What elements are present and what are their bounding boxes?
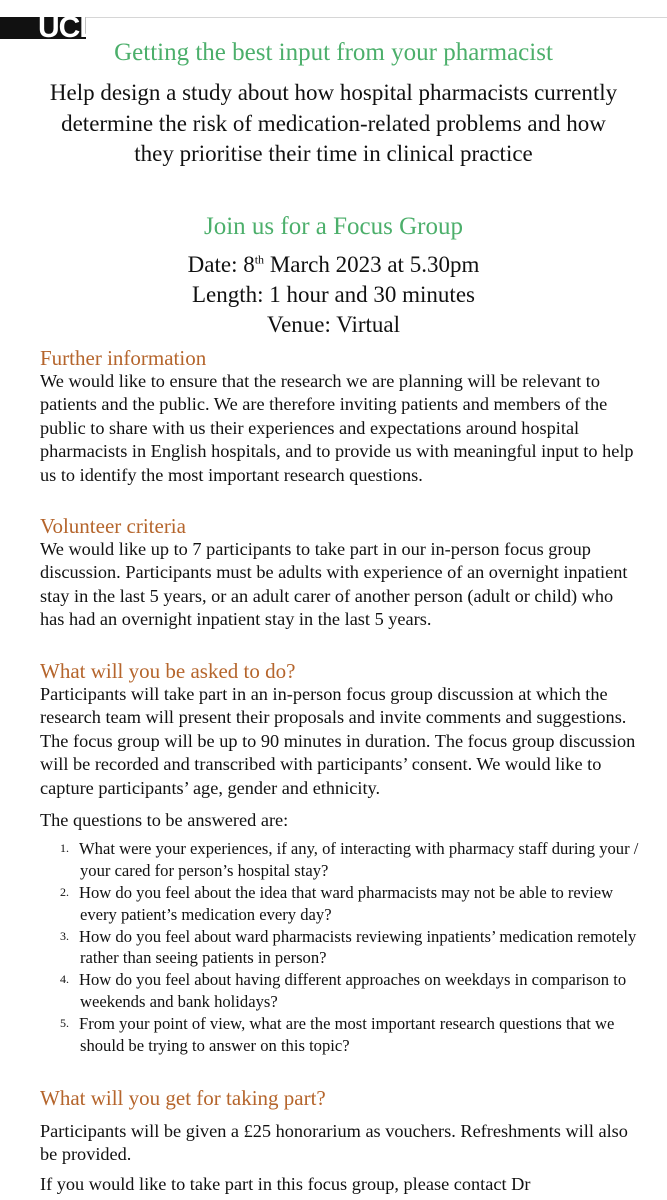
focus-group-heading: Join us for a Focus Group: [203, 213, 463, 240]
list-item: 2. How do you feel about the idea that ward pharmacists may not be able to review every patient’s medication every day?: [60, 883, 614, 924]
event-length: Length: 1 hour and 30 minutes: [192, 282, 475, 307]
section-body: We would like up to 7 participants to take part in our in-person focus group discussion. Participants must be adults with experience of an overnight inpatient stay in the last 5 years, or an adult carer of another person (adult or child) who has had an overnight inpatient stay in the last 5 years.: [40, 539, 628, 630]
top-rule: [0, 17, 667, 18]
section-body: Participants will be given a £25 honorarium as vouchers. Refreshments will also be provided.: [40, 1121, 628, 1165]
event-date: Date: 8th March 2023 at 5.30pm: [187, 252, 480, 277]
section-what-get: [40, 1086, 640, 1196]
section-title: What will you get for taking part?: [40, 1086, 326, 1110]
questions-intro: The questions to be answered are:: [40, 810, 289, 831]
list-item: 1. What were your experiences, if any, of interacting with pharmacy staff during your / your cared for person’s hospital stay?: [60, 839, 639, 881]
page-title: Getting the best input from your pharmacist: [114, 39, 553, 66]
cutoff-text: If you would like to take part in this focus group, please contact Dr: [40, 1173, 531, 1194]
event-details: [0, 250, 667, 340]
section-what-asked: [40, 659, 640, 1056]
page-subtitle: Help design a study about how hospital pharmacists currently determine the risk of medication-related problems and how they prioritise their time in clinical practice: [49, 80, 618, 166]
section-volunteer-criteria: [40, 514, 640, 632]
section-title: Volunteer criteria: [40, 514, 186, 538]
ucl-logo: UCL: [38, 11, 97, 44]
event-venue: Venue: Virtual: [267, 312, 400, 337]
list-item: 4. How do you feel about having different approaches on weekdays in comparison to weekends and bank holidays?: [60, 970, 627, 1012]
section-body: We would like to ensure that the research we are planning will be relevant to patients and the public. We are therefore inviting patients and members of the public to share with us their experiences and expectations around hospital pharmacists in English hospitals, and to provide us with meaningful input to help us to identify the most important research questions.: [40, 371, 634, 485]
section-title: Further information: [40, 346, 207, 370]
section-title: What will you be asked to do?: [40, 659, 296, 683]
list-item: 3. How do you feel about ward pharmacists reviewing inpatients’ medication remotely rather than seeing patients in person?: [60, 926, 637, 968]
section-further-information: [40, 346, 640, 487]
list-item: 5. From your point of view, what are the most important research questions that we should be trying to answer on this topic?: [60, 1013, 615, 1055]
section-body: Participants will take part in an in-person focus group discussion at which the research team will present their proposals and invite comments and suggestions. The focus group will be up to 90 minutes in duration. The focus group discussion will be recorded and transcribed with participants’ consent. We would like to capture participants’ age, gender and ethnicity.: [40, 684, 636, 798]
questions-list: [40, 838, 640, 1056]
